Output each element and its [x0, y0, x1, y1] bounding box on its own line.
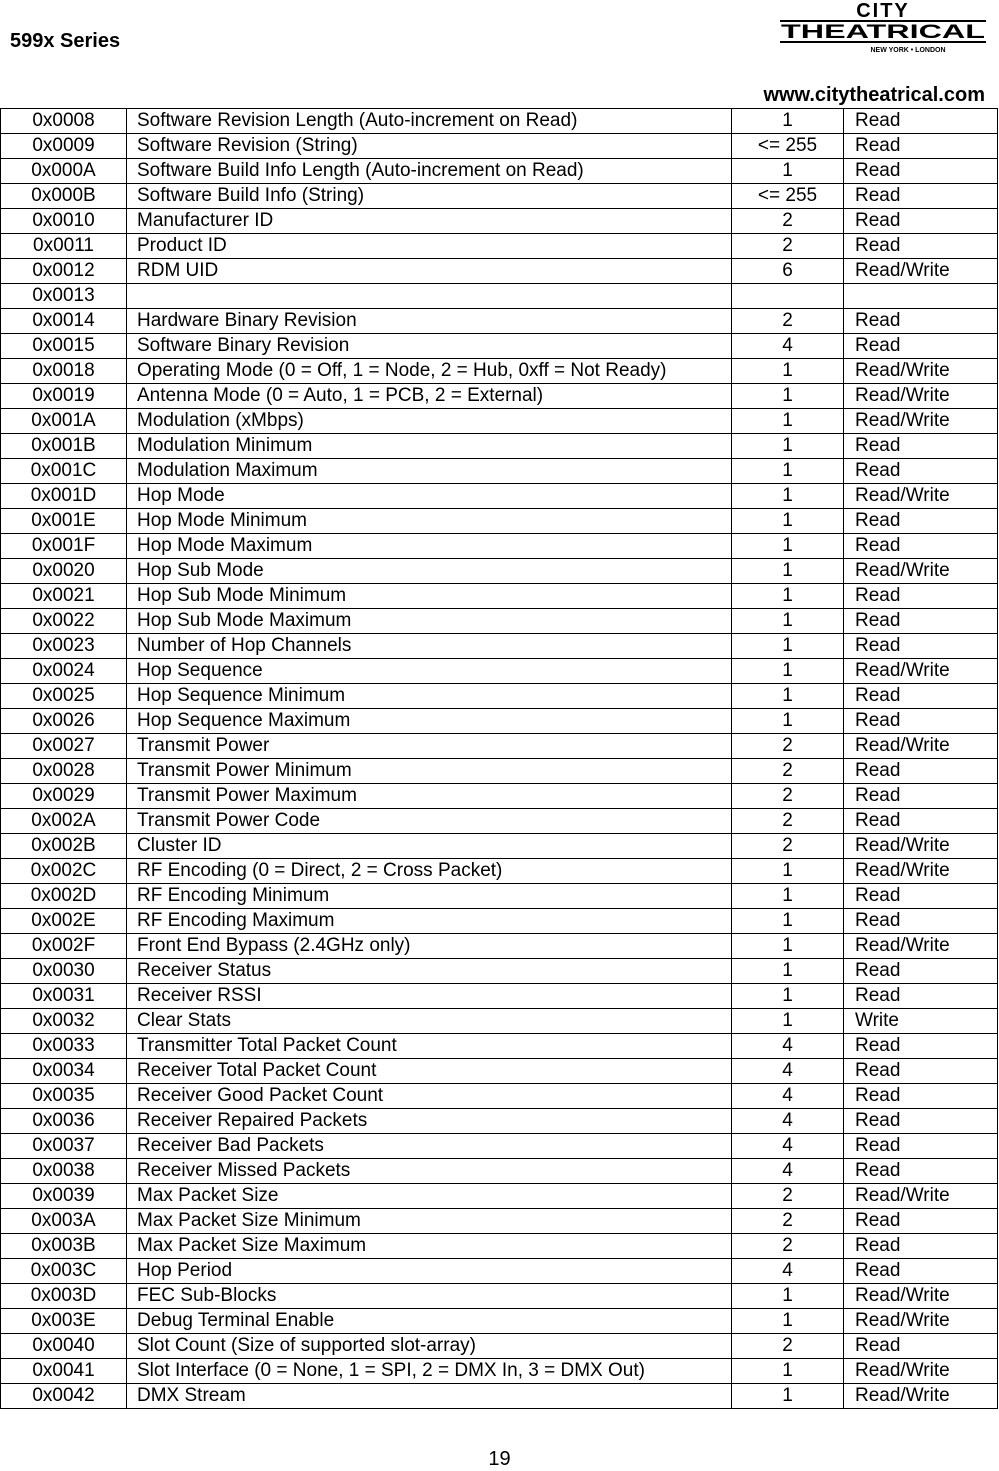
- register-description-cell: DMX Stream: [127, 1384, 732, 1409]
- register-description-cell: Operating Mode (0 = Off, 1 = Node, 2 = Hub, 0xff = Not Ready): [127, 359, 732, 384]
- register-access-cell: Read/Write: [844, 834, 998, 859]
- register-address-cell: 0x0039: [1, 1184, 127, 1209]
- register-size-cell: 1: [732, 659, 844, 684]
- register-address-cell: 0x003E: [1, 1309, 127, 1334]
- table-row: [1, 659, 998, 684]
- register-description-cell: Hop Sequence: [127, 659, 732, 684]
- register-address-cell: 0x0028: [1, 759, 127, 784]
- table-row: [1, 109, 998, 134]
- register-access-cell: Read/Write: [844, 1384, 998, 1409]
- series-title: 599x Series: [10, 30, 121, 52]
- register-size-cell: <= 255: [732, 184, 844, 209]
- logo-theatrical-text: THEATRICAL: [781, 22, 986, 43]
- register-access-cell: Read: [844, 634, 998, 659]
- register-access-cell: Read: [844, 709, 998, 734]
- register-address-cell: 0x000A: [1, 159, 127, 184]
- register-address-cell: 0x001D: [1, 484, 127, 509]
- register-description-cell: Receiver RSSI: [127, 984, 732, 1009]
- register-address-cell: 0x0026: [1, 709, 127, 734]
- table-row: [1, 984, 998, 1009]
- register-size-cell: 2: [732, 1184, 844, 1209]
- table-row: [1, 684, 998, 709]
- register-access-cell: Read: [844, 1334, 998, 1359]
- register-access-cell: [844, 284, 998, 309]
- register-description-cell: FEC Sub-Blocks: [127, 1284, 732, 1309]
- register-access-cell: Read: [844, 1159, 998, 1184]
- register-address-cell: 0x0027: [1, 734, 127, 759]
- register-access-cell: Read: [844, 784, 998, 809]
- register-size-cell: 2: [732, 834, 844, 859]
- register-access-cell: Read/Write: [844, 559, 998, 584]
- register-size-cell: 2: [732, 734, 844, 759]
- table-row: [1, 1209, 998, 1234]
- table-row: [1, 1084, 998, 1109]
- register-size-cell: 1: [732, 534, 844, 559]
- register-description-cell: Slot Count (Size of supported slot-array): [127, 1334, 732, 1359]
- register-description-cell: Max Packet Size: [127, 1184, 732, 1209]
- register-description-cell: Transmitter Total Packet Count: [127, 1034, 732, 1059]
- register-access-cell: Read/Write: [844, 259, 998, 284]
- register-description-cell: Modulation (xMbps): [127, 409, 732, 434]
- register-description-cell: Hop Mode Maximum: [127, 534, 732, 559]
- register-address-cell: 0x0008: [1, 109, 127, 134]
- table-row: [1, 509, 998, 534]
- table-row: [1, 434, 998, 459]
- register-description-cell: RDM UID: [127, 259, 732, 284]
- register-address-cell: 0x0011: [1, 234, 127, 259]
- register-access-cell: Read: [844, 134, 998, 159]
- register-address-cell: 0x0015: [1, 334, 127, 359]
- register-description-cell: Receiver Missed Packets: [127, 1159, 732, 1184]
- register-access-cell: Read: [844, 159, 998, 184]
- register-description-cell: Front End Bypass (2.4GHz only): [127, 934, 732, 959]
- register-address-cell: 0x001F: [1, 534, 127, 559]
- register-size-cell: 1: [732, 559, 844, 584]
- register-address-cell: 0x0009: [1, 134, 127, 159]
- register-size-cell: 1: [732, 634, 844, 659]
- register-size-cell: 1: [732, 709, 844, 734]
- register-address-cell: 0x003A: [1, 1209, 127, 1234]
- register-address-cell: 0x0025: [1, 684, 127, 709]
- register-access-cell: Read: [844, 809, 998, 834]
- register-access-cell: Read: [844, 1084, 998, 1109]
- register-size-cell: 1: [732, 609, 844, 634]
- register-size-cell: 1: [732, 909, 844, 934]
- register-size-cell: 4: [732, 1159, 844, 1184]
- register-size-cell: 2: [732, 234, 844, 259]
- table-row: [1, 259, 998, 284]
- table-row: [1, 1309, 998, 1334]
- register-access-cell: Read/Write: [844, 859, 998, 884]
- register-size-cell: 1: [732, 984, 844, 1009]
- table-row: [1, 159, 998, 184]
- register-address-cell: 0x001A: [1, 409, 127, 434]
- register-address-cell: 0x002A: [1, 809, 127, 834]
- table-row: [1, 1234, 998, 1259]
- table-row: [1, 584, 998, 609]
- table-row: [1, 809, 998, 834]
- register-size-cell: 1: [732, 434, 844, 459]
- register-size-cell: 4: [732, 1109, 844, 1134]
- register-address-cell: 0x0013: [1, 284, 127, 309]
- register-size-cell: 4: [732, 1134, 844, 1159]
- register-description-cell: Clear Stats: [127, 1009, 732, 1034]
- register-size-cell: 1: [732, 109, 844, 134]
- register-access-cell: Read: [844, 509, 998, 534]
- table-row: [1, 334, 998, 359]
- register-address-cell: 0x0022: [1, 609, 127, 634]
- register-access-cell: Read: [844, 334, 998, 359]
- register-size-cell: 1: [732, 959, 844, 984]
- register-description-cell: Cluster ID: [127, 834, 732, 859]
- table-row: [1, 909, 998, 934]
- register-access-cell: Read/Write: [844, 1309, 998, 1334]
- register-description-cell: Hop Sequence Minimum: [127, 684, 732, 709]
- register-size-cell: 4: [732, 1059, 844, 1084]
- table-row: [1, 1034, 998, 1059]
- register-address-cell: 0x0042: [1, 1384, 127, 1409]
- register-access-cell: Read: [844, 184, 998, 209]
- register-size-cell: 1: [732, 584, 844, 609]
- register-size-cell: [732, 284, 844, 309]
- register-access-cell: Read: [844, 759, 998, 784]
- register-access-cell: Read/Write: [844, 409, 998, 434]
- register-address-cell: 0x003D: [1, 1284, 127, 1309]
- table-row: [1, 859, 998, 884]
- register-address-cell: 0x000B: [1, 184, 127, 209]
- register-address-cell: 0x002D: [1, 884, 127, 909]
- register-description-cell: Software Binary Revision: [127, 334, 732, 359]
- register-address-cell: 0x0033: [1, 1034, 127, 1059]
- register-address-cell: 0x0038: [1, 1159, 127, 1184]
- register-address-cell: 0x0014: [1, 309, 127, 334]
- register-description-cell: Transmit Power Maximum: [127, 784, 732, 809]
- register-description-cell: Max Packet Size Minimum: [127, 1209, 732, 1234]
- register-size-cell: 2: [732, 1234, 844, 1259]
- register-description-cell: Modulation Maximum: [127, 459, 732, 484]
- register-size-cell: 1: [732, 934, 844, 959]
- register-access-cell: Read: [844, 1134, 998, 1159]
- register-access-cell: Read/Write: [844, 734, 998, 759]
- register-address-cell: 0x001E: [1, 509, 127, 534]
- register-size-cell: 1: [732, 884, 844, 909]
- register-description-cell: Hop Sub Mode Minimum: [127, 584, 732, 609]
- register-size-cell: 1: [732, 859, 844, 884]
- city-theatrical-logo: [778, 0, 988, 56]
- register-description-cell: Receiver Good Packet Count: [127, 1084, 732, 1109]
- register-size-cell: 2: [732, 309, 844, 334]
- register-size-cell: 1: [732, 409, 844, 434]
- register-description-cell: RF Encoding (0 = Direct, 2 = Cross Packet): [127, 859, 732, 884]
- register-access-cell: Read: [844, 109, 998, 134]
- register-description-cell: [127, 284, 732, 309]
- register-table-body: [1, 109, 998, 1409]
- register-access-cell: Read: [844, 884, 998, 909]
- register-description-cell: Software Revision (String): [127, 134, 732, 159]
- register-access-cell: Read: [844, 1234, 998, 1259]
- register-size-cell: 2: [732, 209, 844, 234]
- register-size-cell: 1: [732, 459, 844, 484]
- register-size-cell: 1: [732, 1384, 844, 1409]
- register-size-cell: 4: [732, 1084, 844, 1109]
- register-address-cell: 0x0020: [1, 559, 127, 584]
- register-address-cell: 0x0032: [1, 1009, 127, 1034]
- table-row: [1, 234, 998, 259]
- register-access-cell: Read: [844, 684, 998, 709]
- register-size-cell: 1: [732, 509, 844, 534]
- register-description-cell: Hop Sub Mode Maximum: [127, 609, 732, 634]
- register-size-cell: 1: [732, 1359, 844, 1384]
- register-size-cell: 1: [732, 684, 844, 709]
- logo-city-text: CITY: [856, 0, 910, 22]
- table-row: [1, 1159, 998, 1184]
- register-address-cell: 0x001C: [1, 459, 127, 484]
- table-row: [1, 784, 998, 809]
- register-address-cell: 0x002F: [1, 934, 127, 959]
- register-access-cell: Read: [844, 434, 998, 459]
- table-row: [1, 959, 998, 984]
- table-row: [1, 184, 998, 209]
- register-table: [0, 108, 998, 1409]
- table-row: [1, 1009, 998, 1034]
- register-description-cell: Software Build Info (String): [127, 184, 732, 209]
- table-row: [1, 759, 998, 784]
- register-description-cell: Hop Period: [127, 1259, 732, 1284]
- register-address-cell: 0x0023: [1, 634, 127, 659]
- table-row: [1, 884, 998, 909]
- register-access-cell: Read/Write: [844, 1284, 998, 1309]
- register-description-cell: Antenna Mode (0 = Auto, 1 = PCB, 2 = External): [127, 384, 732, 409]
- table-row: [1, 309, 998, 334]
- register-address-cell: 0x002C: [1, 859, 127, 884]
- register-size-cell: 2: [732, 759, 844, 784]
- register-address-cell: 0x0024: [1, 659, 127, 684]
- register-size-cell: 1: [732, 1309, 844, 1334]
- register-access-cell: Read/Write: [844, 659, 998, 684]
- page-number: 19: [488, 1448, 511, 1470]
- table-row: [1, 209, 998, 234]
- register-description-cell: Modulation Minimum: [127, 434, 732, 459]
- register-description-cell: Software Build Info Length (Auto-increment on Read): [127, 159, 732, 184]
- register-description-cell: Receiver Status: [127, 959, 732, 984]
- register-address-cell: 0x0035: [1, 1084, 127, 1109]
- register-description-cell: Hop Mode: [127, 484, 732, 509]
- table-row: [1, 1284, 998, 1309]
- table-row: [1, 1334, 998, 1359]
- register-size-cell: 2: [732, 1334, 844, 1359]
- register-size-cell: 1: [732, 159, 844, 184]
- register-description-cell: Hardware Binary Revision: [127, 309, 732, 334]
- register-size-cell: 2: [732, 809, 844, 834]
- table-row: [1, 534, 998, 559]
- register-address-cell: 0x002E: [1, 909, 127, 934]
- register-size-cell: 1: [732, 384, 844, 409]
- table-row: [1, 634, 998, 659]
- register-address-cell: 0x0021: [1, 584, 127, 609]
- register-size-cell: 4: [732, 1034, 844, 1059]
- table-row: [1, 1384, 998, 1409]
- register-address-cell: 0x0034: [1, 1059, 127, 1084]
- table-row: [1, 284, 998, 309]
- register-access-cell: Read: [844, 584, 998, 609]
- register-access-cell: Read: [844, 1034, 998, 1059]
- register-description-cell: Receiver Repaired Packets: [127, 1109, 732, 1134]
- table-row: [1, 1184, 998, 1209]
- table-row: [1, 134, 998, 159]
- register-access-cell: Read: [844, 609, 998, 634]
- register-access-cell: Read/Write: [844, 934, 998, 959]
- table-row: [1, 1359, 998, 1384]
- register-description-cell: RF Encoding Minimum: [127, 884, 732, 909]
- register-size-cell: 4: [732, 334, 844, 359]
- register-access-cell: Read: [844, 909, 998, 934]
- register-size-cell: 1: [732, 359, 844, 384]
- register-description-cell: Product ID: [127, 234, 732, 259]
- register-access-cell: Read/Write: [844, 1184, 998, 1209]
- table-row: [1, 359, 998, 384]
- register-size-cell: 1: [732, 484, 844, 509]
- register-size-cell: 6: [732, 259, 844, 284]
- table-row: [1, 459, 998, 484]
- register-address-cell: 0x0018: [1, 359, 127, 384]
- register-address-cell: 0x0041: [1, 1359, 127, 1384]
- table-row: [1, 834, 998, 859]
- register-address-cell: 0x0030: [1, 959, 127, 984]
- register-address-cell: 0x0029: [1, 784, 127, 809]
- register-description-cell: Transmit Power: [127, 734, 732, 759]
- register-description-cell: Max Packet Size Maximum: [127, 1234, 732, 1259]
- register-size-cell: 1: [732, 1009, 844, 1034]
- register-address-cell: 0x0019: [1, 384, 127, 409]
- register-access-cell: Read: [844, 959, 998, 984]
- register-description-cell: Transmit Power Code: [127, 809, 732, 834]
- register-access-cell: Read/Write: [844, 384, 998, 409]
- table-row: [1, 734, 998, 759]
- register-access-cell: Read: [844, 209, 998, 234]
- table-row: [1, 1134, 998, 1159]
- register-description-cell: Manufacturer ID: [127, 209, 732, 234]
- table-row: [1, 559, 998, 584]
- register-description-cell: Software Revision Length (Auto-increment on Read): [127, 109, 732, 134]
- register-access-cell: Read: [844, 1259, 998, 1284]
- register-description-cell: Hop Sub Mode: [127, 559, 732, 584]
- register-address-cell: 0x0010: [1, 209, 127, 234]
- register-description-cell: Number of Hop Channels: [127, 634, 732, 659]
- register-description-cell: Transmit Power Minimum: [127, 759, 732, 784]
- register-access-cell: Read: [844, 1059, 998, 1084]
- register-description-cell: Debug Terminal Enable: [127, 1309, 732, 1334]
- table-row: [1, 484, 998, 509]
- register-description-cell: Hop Mode Minimum: [127, 509, 732, 534]
- register-access-cell: Read: [844, 234, 998, 259]
- table-row: [1, 609, 998, 634]
- register-access-cell: Read: [844, 1209, 998, 1234]
- table-row: [1, 1259, 998, 1284]
- register-access-cell: Read: [844, 984, 998, 1009]
- register-access-cell: Read/Write: [844, 1359, 998, 1384]
- register-address-cell: 0x0040: [1, 1334, 127, 1359]
- logo-location-text: NEW YORK • LONDON: [870, 47, 946, 54]
- table-row: [1, 709, 998, 734]
- website-url: www.citytheatrical.com: [763, 84, 985, 106]
- register-description-cell: Slot Interface (0 = None, 1 = SPI, 2 = DMX In, 3 = DMX Out): [127, 1359, 732, 1384]
- register-access-cell: Read/Write: [844, 484, 998, 509]
- register-size-cell: 1: [732, 1284, 844, 1309]
- register-description-cell: Hop Sequence Maximum: [127, 709, 732, 734]
- table-row: [1, 1059, 998, 1084]
- register-description-cell: Receiver Total Packet Count: [127, 1059, 732, 1084]
- register-address-cell: 0x0036: [1, 1109, 127, 1134]
- register-size-cell: <= 255: [732, 134, 844, 159]
- register-access-cell: Read: [844, 459, 998, 484]
- table-row: [1, 1109, 998, 1134]
- table-row: [1, 409, 998, 434]
- register-size-cell: 4: [732, 1259, 844, 1284]
- register-size-cell: 2: [732, 784, 844, 809]
- table-row: [1, 384, 998, 409]
- register-access-cell: Read: [844, 1109, 998, 1134]
- register-address-cell: 0x001B: [1, 434, 127, 459]
- register-access-cell: Read: [844, 309, 998, 334]
- register-address-cell: 0x0031: [1, 984, 127, 1009]
- register-description-cell: RF Encoding Maximum: [127, 909, 732, 934]
- register-address-cell: 0x003B: [1, 1234, 127, 1259]
- register-description-cell: Receiver Bad Packets: [127, 1134, 732, 1159]
- register-access-cell: Read: [844, 534, 998, 559]
- register-address-cell: 0x0037: [1, 1134, 127, 1159]
- register-size-cell: 2: [732, 1209, 844, 1234]
- register-access-cell: Write: [844, 1009, 998, 1034]
- register-address-cell: 0x002B: [1, 834, 127, 859]
- register-address-cell: 0x0012: [1, 259, 127, 284]
- register-access-cell: Read/Write: [844, 359, 998, 384]
- table-row: [1, 934, 998, 959]
- register-address-cell: 0x003C: [1, 1259, 127, 1284]
